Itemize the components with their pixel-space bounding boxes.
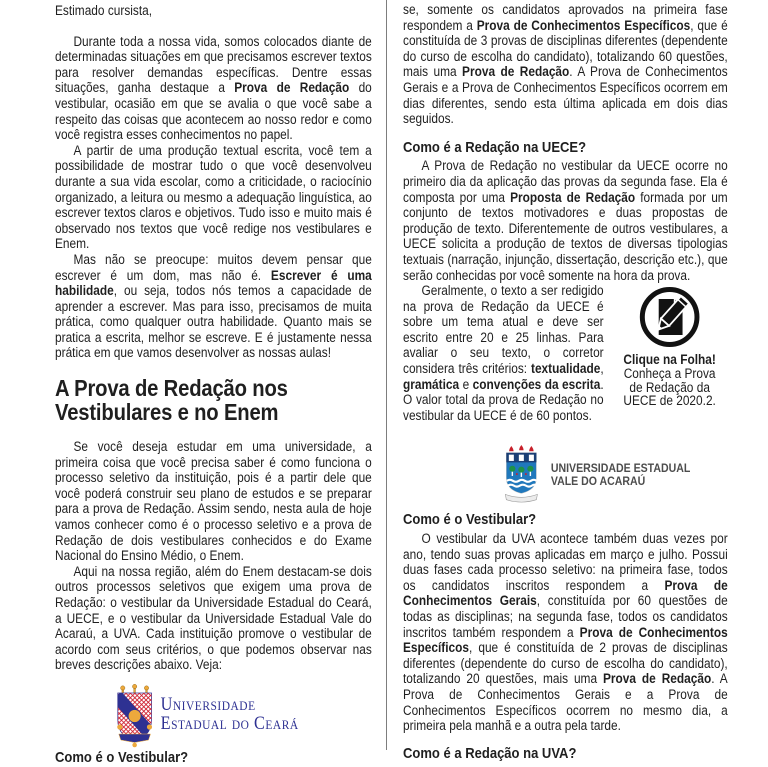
uva-logo [503, 444, 727, 506]
uece-wordmark [161, 696, 299, 734]
heading-uva-redacao: Como é a Redação na UVA? [403, 745, 577, 762]
paragraph-section-2: Aqui na nossa região, além do Enem destacam-se dois outros processos seletivos que exigem uma prova de Redação: o vestibular da Universidade Estadual do Ceará, a UECE, e o vestibular da Universidade Estadual Vale do Acaraú, a UVA. Cada instituição promove o vestibular de acordo com seus critérios, o que podemos observar nas breves descrições abaixo. Veja: [55, 563, 372, 673]
heading-uece-redacao: Como é a Redação na UECE? [403, 139, 587, 156]
uece-wordmark-line2: Estadual do Ceará [160, 713, 299, 734]
paragraph-uece-redacao-1: A Prova de Redação no vestibular da UECE ocorre no primeiro dia da aplicação das provas da segunda fase. Ela é composta por uma Proposta de Redação formada por um conjunto de textos motivadores e duas propostas de produção de texto. Diferentemente de outros vestibulares, a UECE solicita a produção de textos de diversas tipologias textuais (narração, injunção, dissertação, descrição etc.), que serão conhecidas por você somente na hora da prova. [403, 158, 728, 283]
paragraph-uece-redacao-2: Geralmente, o texto a ser redigido na prova de Redação da UECE é sobre um tema atual e deve ser escrito entre 20 e 25 linhas. Para avaliar o seu texto, o corretor considera três critérios: textualidade, gramática e convenções da escrita. O valor total da prova de Redação no vestibular da UECE é de 60 pontos. [403, 283, 604, 423]
paragraph-intro-3: Mas não se preocupe: muitos devem pensar que escrever é um dom, mas não é. Escrever é uma habilidade, ou seja, todos nós temos a capacidade de aprender a escrever. Mas para isso, precisamos de muita prática, como qualquer outra habilidade. Quanto mais se pratica a escrita, melhor se escreve. E é justamente nessa prática em que vamos desenvolver as nossas aulas! [55, 251, 372, 361]
folha-caption-line: de Redação da [629, 379, 710, 395]
pencil-document-icon[interactable] [639, 286, 701, 348]
folha-caption-line: Conheça a Prova [623, 365, 716, 381]
salutation: Estimado cursista, [55, 3, 153, 18]
heading-uva-vestibular: Como é o Vestibular? [403, 512, 537, 529]
uva-name-line1: UNIVERSIDADE ESTADUAL [550, 460, 691, 475]
folha-callout[interactable] [612, 286, 728, 408]
uva-name-line2: VALE DO ACARAÚ [550, 474, 646, 489]
paragraph-intro-1: Durante toda a nossa vida, somos colocados diante de determinadas situações em que precisamos escrever textos para resolver demandas específicas. Dentre essas situações, ganha destaque a Prova de Redação do vestibular, ocasião em que se avalia o que você sabe a respeito das coisas que acontecem ao nosso redor e como você registra esses conhecimentos no papel. [55, 33, 372, 143]
paragraph-uva-vestibular: O vestibular da UVA acontece também duas vezes por ano, tendo suas provas aplicadas em março e julho. Possui duas fases cada processo seletivo: na primeira fase, todos os candidatos inscritos respondem a Prova de Conhecimentos Gerais, constituída por 60 questões de todas as disciplinas; na segunda fase, todos os candidatos inscritos também respondem a Prova de Conhecimentos Específicos, que é constituída de 2 provas de disciplinas diferentes (dependente do curso de escolha do candidato), totalizando 20 questões, mais uma Prova de Redação. A Prova de Conhecimentos Gerais e a Prova de Conhecimentos Específicos ocorrem no mesmo dia, a primeira pela manhã e a outra pela tarde. [403, 531, 728, 734]
heading-uece-vestibular: Como é o Vestibular? [55, 749, 189, 766]
left-column [55, 0, 372, 766]
right-column [403, 0, 728, 762]
folha-caption [612, 353, 728, 408]
uece-crest-icon [115, 682, 155, 748]
folha-caption-line: UECE de 2020.2. [623, 393, 716, 409]
paragraph-intro-2: A partir de uma produção textual escrita, você tem a possibilidade de mostrar tudo o que você desenvolveu durante a sua vida escolar, como a criticidade, o raciocínio organizado, a leitura ou mesmo a adequação linguística, ao escrever textos claros e objetivos. Tudo isso e muito mais é observado nos textos que você redige nos vestibulares e Enem. [55, 142, 372, 252]
uece-wordmark-line1: Universidade [160, 694, 256, 715]
uva-crest-icon [503, 444, 539, 506]
paragraph-section-1: Se você deseja estudar em uma universidade, a primeira coisa que você precisa saber é como funciona o processo seletivo da instituição, pois é a partir dele que você poderá construir seu plano de estudos e se preparar para a prova de Redação. Assim sendo, nesta aula de hoje vamos conhecer como é o processo seletivo e a prova de Redação de dois vestibulares conhecidos e do Exame Nacional do Ensino Médio, o Enem. [55, 439, 372, 564]
paragraph-continuation: se, somente os candidatos aprovados na primeira fase respondem a Prova de Conhecimentos Específicos, que é constituída de 3 provas de disciplinas diferentes (dependente do curso de escolha do candidato), totalizando 60 questões, mais uma Prova de Redação. A Prova de Conhecimentos Gerais e a Prova de Conhecimentos Específicos ocorrem em dias diferentes, sendo esta última aplicada em dois dias seguidos. [403, 2, 728, 127]
uece-logo [115, 682, 372, 748]
column-divider [386, 0, 387, 750]
folha-caption-title: Clique na Folha! [623, 352, 716, 368]
section-title: A Prova de Redação nos Vestibulares e no Enem [55, 375, 288, 426]
uva-name [551, 462, 690, 489]
